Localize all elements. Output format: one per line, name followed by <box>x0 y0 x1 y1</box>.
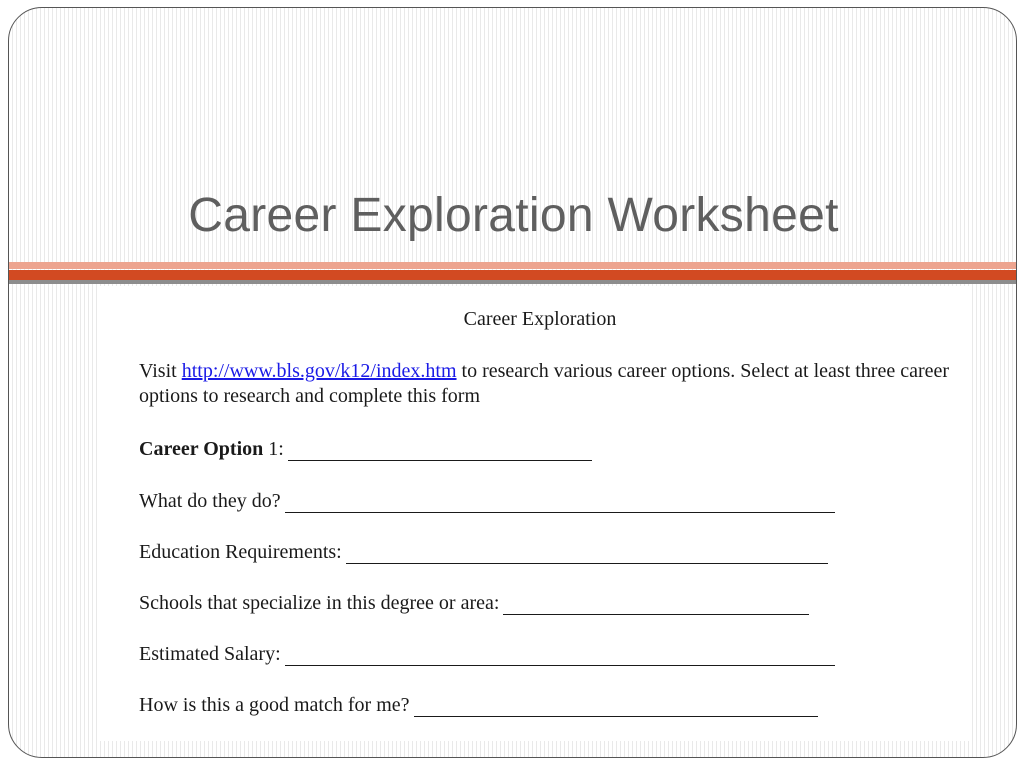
career-option-field <box>139 438 592 461</box>
good-match-field <box>139 694 818 717</box>
what-do-they-do-blank[interactable] <box>285 494 835 513</box>
slide <box>8 7 1017 758</box>
education-field <box>139 541 828 564</box>
career-option-label-bold: Career Option <box>139 438 264 460</box>
accent-bar-light <box>9 262 1017 269</box>
salary-label: Estimated Salary: <box>139 643 281 665</box>
career-option-label <box>139 438 284 461</box>
worksheet-intro <box>139 359 959 409</box>
education-blank[interactable] <box>346 545 828 564</box>
slide-title: Career Exploration Worksheet <box>188 189 839 242</box>
career-option-label-number: 1: <box>263 438 284 460</box>
salary-field <box>139 643 835 666</box>
accent-bar-gray <box>9 280 1017 284</box>
schools-label: Schools that specialize in this degree or area: <box>139 592 500 614</box>
worksheet-heading: Career Exploration <box>463 308 617 330</box>
schools-field <box>139 592 809 615</box>
intro-text-after: to research various career options. Select at least three career options to research and complete this form <box>139 360 950 407</box>
good-match-label: How is this a good match for me? <box>139 694 410 716</box>
education-label: Education Requirements: <box>139 541 342 563</box>
career-option-blank[interactable] <box>288 442 592 461</box>
bls-link[interactable]: http://www.bls.gov/k12/index.htm <box>181 360 457 382</box>
worksheet-document <box>97 286 972 741</box>
what-do-they-do-label: What do they do? <box>139 490 281 512</box>
accent-bar <box>9 270 1017 280</box>
what-do-they-do-field <box>139 490 835 513</box>
intro-text-before: Visit <box>139 360 182 382</box>
schools-blank[interactable] <box>503 596 809 615</box>
good-match-blank[interactable] <box>414 698 818 717</box>
salary-blank[interactable] <box>285 647 835 666</box>
